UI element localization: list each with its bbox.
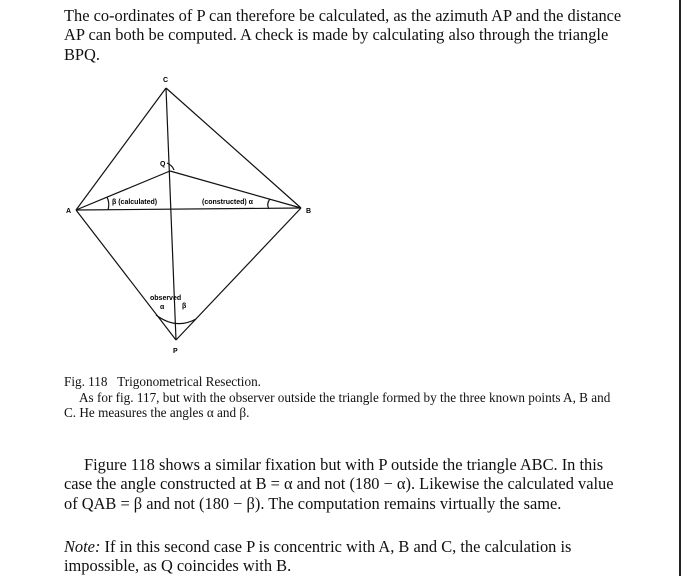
paragraph-intro: The co-ordinates of P can therefore be calculated, as the azimuth AP and the distance AP can both be computed. A check is made by calculating also through the triangle BPQ.: [64, 6, 622, 64]
label-angle-observed: observed: [150, 295, 182, 302]
line-c-b: [166, 88, 301, 208]
note-body: If in this second case P is concentric with A, B and C, the calculation is impossible, as Q coincides with B.: [64, 537, 572, 576]
caption-fig-title: Trigonometrical Resection.: [117, 374, 261, 389]
label-point-p: P: [173, 348, 178, 355]
line-p-a: [76, 210, 176, 340]
label-point-q: Q: [160, 161, 166, 168]
label-angle-calculated: β (calculated): [112, 199, 158, 206]
caption-body: As for fig. 117, but with the observer outside the triangle formed by the three known points A, B and C. He measures the angles α and β.: [64, 389, 611, 420]
angle-arc-b: [268, 199, 270, 209]
caption-fig-label: Fig. 118: [64, 374, 108, 389]
label-angle-beta-p: β: [182, 303, 187, 310]
label-point-c: C: [163, 77, 169, 84]
line-a-b: [76, 208, 301, 210]
label-point-b: B: [306, 208, 312, 215]
figure-caption: [64, 374, 624, 421]
caption-title-line: [64, 374, 624, 390]
angle-arc-q: [167, 163, 174, 170]
label-point-a: A: [66, 208, 72, 215]
line-c-p: [166, 88, 176, 340]
paragraph-figure-118: Figure 118 shows a similar fixation but with P outside the triangle ABC. In this case the angle constructed at B = α and not (180 − α). Likewise the calculated value of QAB = β and not (180 − β). The computation remains virtually the same.: [64, 455, 614, 513]
label-angle-constructed: (constructed) α: [202, 199, 253, 206]
note-label: Note:: [64, 537, 101, 556]
paragraph-note: [64, 537, 624, 576]
label-angle-observed-alpha: α: [160, 304, 165, 311]
angle-arc-a: [107, 197, 109, 210]
